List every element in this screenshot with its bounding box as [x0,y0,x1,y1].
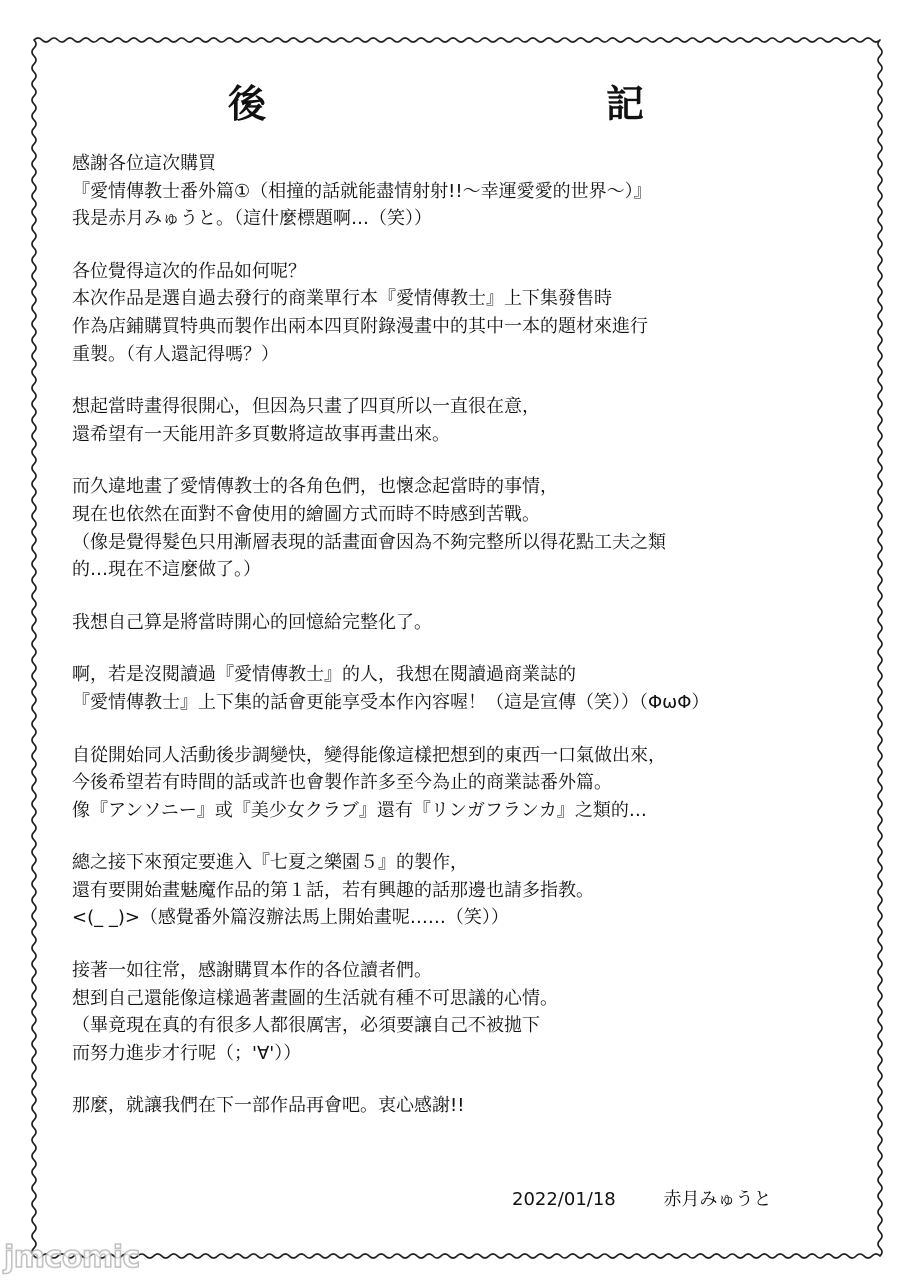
paragraph-memories [72,393,812,448]
text-line: 我是赤月みゅうと。（這什麼標題啊…（笑）） [72,208,432,230]
afterword-body [72,150,812,1145]
text-line: 總之接下來預定要進入『七夏之樂園５』的製作， [72,852,468,874]
text-line: 還有要開始畫魅魔作品的第１話，若有興趣的話那邊也請多指教。 [72,879,594,901]
afterword-title-first-char: 後 [228,82,267,126]
text-line: 本次作品是選自過去發行的商業單行本『愛情傳教士』上下集發售時 [72,288,612,310]
afterword-title-second-char: 記 [606,82,645,126]
signature-date: 2022/01/18 [512,1189,616,1210]
text-line: <(_ _)>（感覺番外篇沒辦法馬上開始畫呢……（笑）） [72,907,509,929]
text-line: 各位覺得這次的作品如何呢？ [72,260,306,282]
paragraph-thanks [72,150,812,233]
text-line: 還希望有一天能用許多頁數將這故事再畫出來。 [72,423,450,445]
text-line: 『愛情傳教士』上下集的話會更能享受本作內容喔！（這是宣傳（笑））（ΦωΦ） [72,691,710,713]
text-line: 現在也依然在面對不會使用的繪圖方式而時不時感到苦戰。 [72,503,540,525]
text-line: 接著一如往常，感謝購買本作的各位讀者們。 [72,960,432,982]
paragraph-next-plans [72,849,812,932]
text-line: 而久違地畫了愛情傳教士的各角色們，也懷念起當時的事情， [72,476,558,498]
text-line: 的…現在不這麼做了。） [72,559,261,581]
jmcomic-watermark: jmcomic [4,1240,140,1275]
signature-author: 赤月みゅうと [663,1189,772,1210]
text-line: 感謝各位這次購買 [72,153,216,174]
text-line: 作為店鋪購買特典而製作出兩本四頁附錄漫畫中的其中一本的題材來進行 [72,315,648,337]
paragraph-farewell [72,1092,812,1120]
text-line: 我想自己算是將當時開心的回憶給完整化了。 [72,611,432,633]
text-line: 想起當時畫得很開心，但因為只畫了四頁所以一直很在意， [72,396,540,418]
text-line: 啊，若是沒閱讀過『愛情傳教士』的人，我想在閱讀過商業誌的 [72,664,576,686]
paragraph-about-work [72,258,812,368]
text-line: 而努力進步才行呢（；'∀'）） [72,1042,302,1064]
text-line: （畢竟現在真的有很多人都很厲害，必須要讓自己不被拋下 [72,1015,540,1037]
paragraph-characters [72,473,812,583]
paragraph-promotion [72,661,812,716]
text-line: 重製。（有人還記得嗎？） [72,343,279,365]
paragraph-reader-thanks [72,957,812,1067]
text-line: 今後希望若有時間的話或許也會製作許多至今為止的商業誌番外篇。 [72,772,612,794]
paragraph-doujin-activity [72,742,812,825]
signature [512,1186,771,1214]
text-line: 『愛情傳教士番外篇①（相撞的話就能盡情射射!!～幸運愛愛的世界～）』 [72,180,652,202]
text-line: 那麼，就讓我們在下一部作品再會吧。衷心感謝!! [72,1095,465,1117]
text-line: 想到自己還能像這樣過著畫圖的生活就有種不可思議的心情。 [72,987,558,1009]
text-line: 像『アンソニー』或『美少女クラブ』還有『リンガフランカ』之類的… [72,799,647,821]
paragraph-completion [72,609,812,637]
text-line: （像是覺得髮色只用漸層表現的話畫面會因為不夠完整所以得花點工夫之類 [72,531,666,553]
text-line: 自從開始同人活動後步調變快，變得能像這樣把想到的東西一口氣做出來， [72,744,666,766]
